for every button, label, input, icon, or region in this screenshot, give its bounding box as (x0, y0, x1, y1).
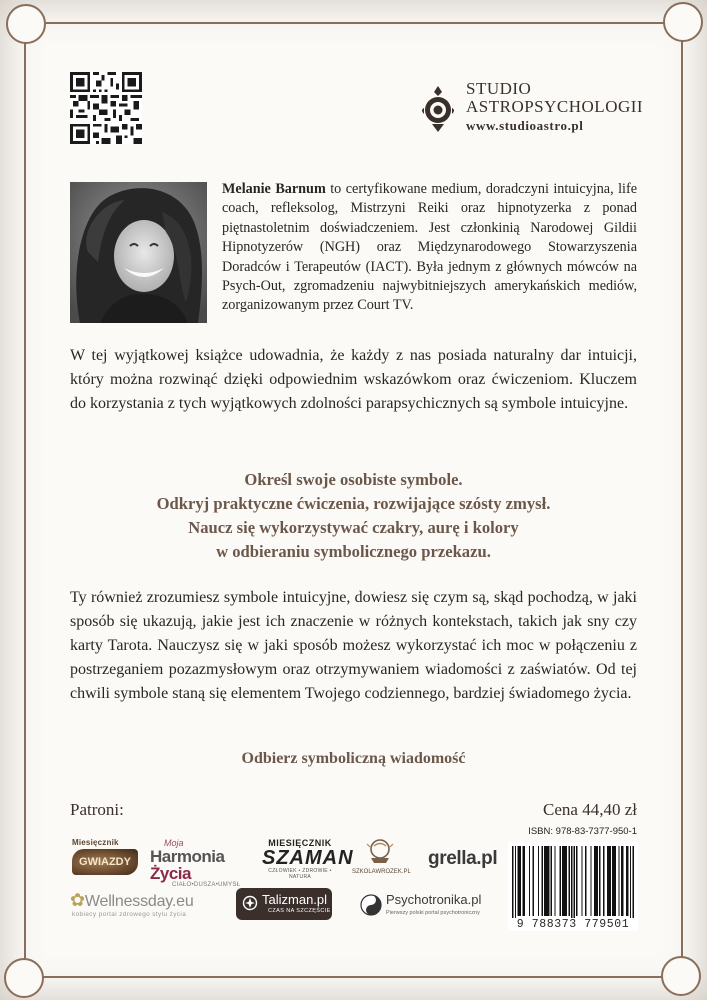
barcode-bar (547, 846, 548, 916)
highlight-list (70, 468, 637, 564)
barcode-bar (515, 846, 516, 920)
barcode-bar (544, 846, 545, 916)
patron-logo-szkolawrozek[interactable]: SZKOLAWROZEK.PL (352, 838, 408, 878)
barcode-bar (607, 846, 608, 916)
barcode-bar (551, 846, 552, 916)
patron-logo-talizman[interactable]: Talizman.pl CZAS NA SZCZĘŚCIE (236, 888, 332, 920)
barcode-bar (608, 846, 609, 916)
patrons-label: Patroni: (70, 800, 124, 819)
publisher-name: STUDIO ASTROPSYCHOLOGII (466, 79, 644, 116)
barcode-number: 9 788373 779501 (508, 918, 638, 931)
barcode-bar (612, 846, 613, 916)
barcode-bar (615, 846, 616, 916)
barcode-bar (545, 846, 546, 916)
isbn-barcode (508, 842, 638, 930)
barcode-bar (533, 846, 534, 916)
barcode-bar (566, 846, 567, 916)
qr-code[interactable] (70, 72, 142, 144)
barcode-bar (585, 846, 586, 916)
publisher-emblem-icon (418, 84, 458, 134)
barcode-bar (626, 846, 627, 916)
barcode-bar (618, 846, 619, 916)
patron-logo-harmonia-zycia[interactable]: Moja Harmonia Życia CIAŁO•DUSZA•UMYSŁ (150, 838, 241, 888)
author-photo (70, 182, 207, 323)
patron-logo-psychotronika[interactable]: Psychotronika.pl Pierwszy polski portal psychotroniczny (360, 890, 492, 926)
barcode-bar (522, 846, 523, 916)
barcode-bar (574, 846, 575, 920)
barcode-bar (520, 846, 521, 916)
talisman-icon (242, 895, 258, 911)
barcode-bar (576, 846, 577, 916)
barcode-bar (560, 846, 561, 916)
patron-logo-grella[interactable]: grella.pl (428, 848, 498, 869)
barcode-bar (569, 846, 570, 916)
barcode-bar (571, 846, 572, 920)
barcode-bar (519, 846, 520, 916)
barcode-bar (613, 846, 614, 916)
yin-yang-icon (360, 894, 382, 916)
barcode-bar (590, 846, 591, 916)
frame-corner-ornament (663, 2, 703, 42)
patron-logo-miesiecznik-gwiazdy[interactable]: Miesięcznik GWIAZDY (72, 838, 138, 878)
barcode-bar (529, 846, 530, 916)
barcode-bar (517, 846, 518, 916)
barcode-bar (565, 846, 566, 916)
flower-icon: ✿ (70, 890, 85, 910)
author-bio-text: to certyfikowane medium, doradczyni intuicyjna, life coach, refleksolog, Mistrzyni Reiki oraz hipnotyzerka z ponad piętnastoletnim doświadczeniem. Jest członkinią Narodowej Gildii Hipnotyzerów (NGH) oraz Międzynarodowego Stowarzyszenia Doradców i Terapeutów (IACT). Była jednym z głównych mówców na Psych-Out, zgromadzeniu najwybitniejszych amerykańskich mediów, zorganizowanym przez Court TV. (222, 181, 638, 314)
barcode-bar (621, 846, 622, 916)
author-name: Melanie Barnum (222, 181, 326, 197)
barcode-bar (633, 846, 634, 920)
barcode-bar (594, 846, 595, 916)
barcode-bar (563, 846, 564, 916)
barcode-bar (603, 846, 604, 916)
barcode-bar (595, 846, 596, 916)
barcode-bar (554, 846, 555, 916)
publisher-logo[interactable] (418, 80, 648, 140)
barcode-bar (542, 846, 543, 916)
isbn-label: ISBN: 978-83-7377-950-1 (528, 826, 637, 837)
publisher-url[interactable]: www.studioastro.pl (466, 118, 584, 133)
barcode-bar (538, 846, 539, 916)
barcode-bar (524, 846, 525, 916)
highlight-line: Odkryj praktyczne ćwiczenia, rozwijające szósty zmysł. (156, 494, 551, 513)
barcode-bar (622, 846, 623, 916)
description-paragraph-2: Ty również zrozumiesz symbole intuicyjne, dowiesz się czym są, skąd pochodzą, w jaki sposób się ukazują, jakie jest ich znaczenie w różnych kontekstach, takich jak sny czy karty Tarota. Nauczysz się w jaki sposób możesz wykorzystać ich moc w połączeniu z postrzeganiem pozazmysłowym oraz otrzymywaniem wiadomości z zaświatów. Od tej chwili symbole staną się elementem Twojego codziennego, bardziej świadomego życia. (70, 589, 637, 702)
highlight-line: Naucz się wykorzystywać czakry, aurę i kolory (188, 518, 519, 537)
barcode-bar (599, 846, 600, 916)
crystal-ball-icon (365, 838, 395, 864)
barcode-bar (630, 846, 631, 920)
author-bio (222, 180, 637, 316)
barcode-bar (548, 846, 549, 916)
highlight-line: w odbieraniu symbolicznego przekazu. (216, 542, 491, 561)
barcode-bar (562, 846, 563, 916)
patron-logo-szaman[interactable]: MIESIĘCZNIK SZAMAN CZŁOWIEK • ZDROWIE • NATURA (262, 838, 354, 880)
barcode-bar (627, 846, 628, 916)
barcode-bar (581, 846, 582, 916)
patron-logo-wellnessday[interactable]: ✿Wellnessday.eu kobiecy portal zdrowego stylu życia (70, 890, 194, 918)
barcode-bar (597, 846, 598, 916)
description-paragraph-1: W tej wyjątkowej książce udowadnia, że każdy z nas posiada naturalny dar intuicji, który można rozwinąć dzięki odpowiednim wskazówkom oraz ćwiczeniom. Kluczem do korzystania z tych wyjątkowych zdolności parapsychicznych są symbole intuicyjne. (70, 347, 637, 412)
barcode-bar (512, 846, 513, 920)
closing-tagline: Odbierz symboliczną wiadomość (241, 750, 466, 767)
price-label: Cena 44,40 zł (543, 800, 637, 819)
highlight-line: Określ swoje osobiste symbole. (244, 470, 463, 489)
frame-corner-ornament (4, 958, 44, 998)
barcode-bar (609, 846, 610, 916)
